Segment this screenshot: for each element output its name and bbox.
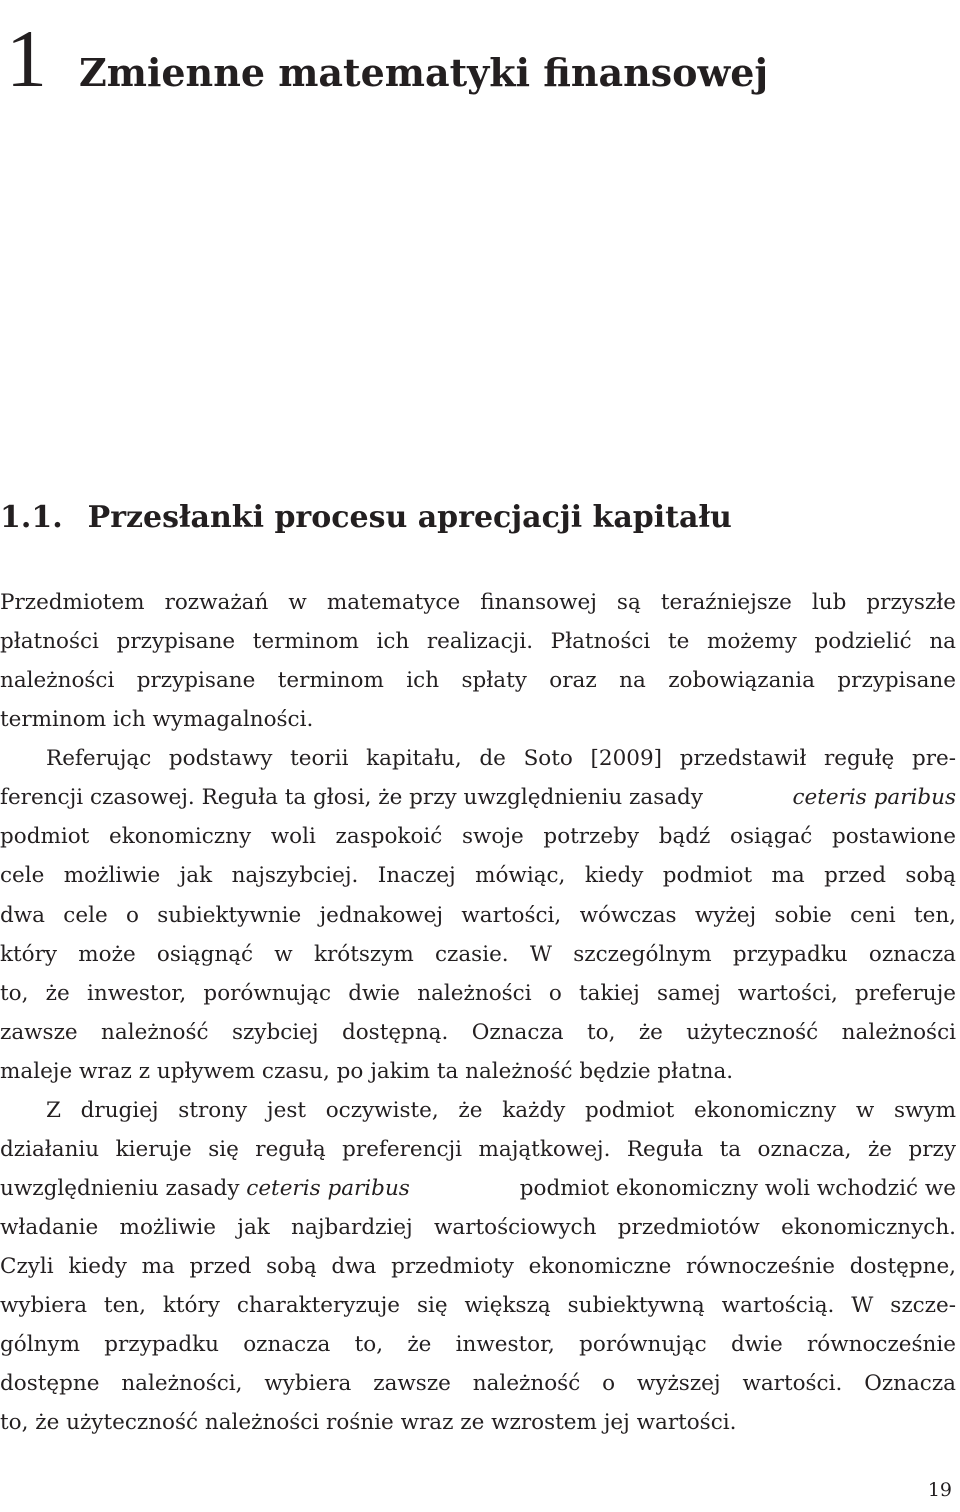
text-span: podmiot ekonomiczny woli zaspokoić swoje potrzeby bądź osiągać postawione — [0, 824, 956, 850]
text-span: Z drugiej strony jest oczywiste, że każdy podmiot ekonomiczny w swym — [46, 1097, 956, 1123]
text-line — [0, 622, 956, 661]
text-span: ferencji czasowej. Reguła ta głosi, że przy uwzględnieniu zasady — [0, 785, 710, 811]
text-span: Referując podstawy teorii kapitału, de Soto [2009] przedstawił regułę pre- — [46, 746, 956, 772]
text-line — [0, 1364, 956, 1403]
text-span: podmiot ekonomiczny woli wchodzić we — [512, 1175, 956, 1201]
section-heading — [0, 500, 732, 535]
body-text — [0, 583, 956, 1442]
text-span: cele możliwie jak najszybciej. Inaczej mówiąc, kiedy podmiot ma przed sobą — [0, 863, 956, 889]
chapter-heading — [6, 13, 769, 104]
text-line — [0, 1208, 956, 1247]
text-span: dwa cele o subiektywnie jednakowej wartości, wówczas wyżej sobie ceni ten, — [0, 902, 956, 928]
page-number: 19 — [927, 1479, 952, 1501]
text-span: który może osiągnąć w krótszym czasie. W szczególnym przypadku oznacza — [0, 941, 956, 967]
text-line — [0, 935, 956, 974]
text-span: wybiera ten, który charakteryzuje się większą subiektywną wartością. W szcze- — [0, 1293, 956, 1319]
text-line — [0, 1325, 956, 1364]
text-span: gólnym przypadku oznacza to, że inwestor, porównując dwie równocześnie — [0, 1332, 956, 1358]
text-line — [0, 974, 956, 1013]
text-span: władanie możliwie jak najbardziej wartościowych przedmiotów ekonomicznych. — [0, 1215, 956, 1240]
text-span — [0, 1169, 410, 1208]
text-line — [0, 700, 956, 739]
text-line — [0, 583, 956, 622]
text-line — [0, 1091, 956, 1130]
text-line — [0, 778, 956, 817]
text-span: płatności przypisane terminom ich realizacji. Płatności te możemy podzielić na — [0, 629, 956, 655]
text-span: Przedmiotem rozważań w matematyce finansowej są teraźniejsze lub przyszłe — [0, 590, 956, 615]
text-line — [0, 1052, 956, 1091]
text-span: uwzględnieniu zasady — [0, 1175, 247, 1201]
emphasis-text: ceteris paribus — [792, 785, 956, 811]
text-line — [0, 1130, 956, 1169]
text-span: zawsze należność szybciej dostępną. Oznacza to, że użyteczność należności — [0, 1019, 956, 1045]
text-span: Czyli kiedy ma przed sobą dwa przedmioty ekonomiczne równocześnie dostępne, — [0, 1254, 956, 1280]
text-line — [0, 896, 956, 935]
section-number: 1.1. — [0, 500, 63, 535]
text-line — [0, 1013, 956, 1052]
text-line — [0, 739, 956, 778]
text-span: to, że inwestor, porównując dwie należności o takiej samej wartości, preferuje — [0, 980, 956, 1006]
section-title: Przesłanki procesu aprecjacji kapitału — [87, 500, 732, 535]
text-line — [0, 817, 956, 856]
text-line — [0, 856, 956, 895]
text-line — [0, 1403, 956, 1442]
chapter-number: 1 — [6, 13, 47, 104]
text-span: dostępne należności, wybiera zawsze należność o wyższej wartości. Oznacza — [0, 1371, 956, 1397]
text-line — [0, 1247, 956, 1286]
text-span: należności przypisane terminom ich spłaty oraz na zobowiązania przypisane — [0, 668, 956, 694]
text-line — [0, 661, 956, 700]
text-span: działaniu kieruje się regułą preferencji majątkowej. Reguła ta oznacza, że przy — [0, 1136, 956, 1162]
text-line — [0, 1169, 956, 1208]
text-span: to, że użyteczność należności rośnie wraz ze wzrostem jej wartości. — [0, 1410, 737, 1436]
text-span: terminom ich wymagalności. — [0, 707, 314, 733]
emphasis-text: ceteris paribus — [246, 1175, 410, 1201]
text-span: maleje wraz z upływem czasu, po jakim ta należność będzie płatna. — [0, 1058, 734, 1084]
chapter-title: Zmienne matematyki finansowej — [79, 50, 769, 95]
text-line — [0, 1286, 956, 1325]
